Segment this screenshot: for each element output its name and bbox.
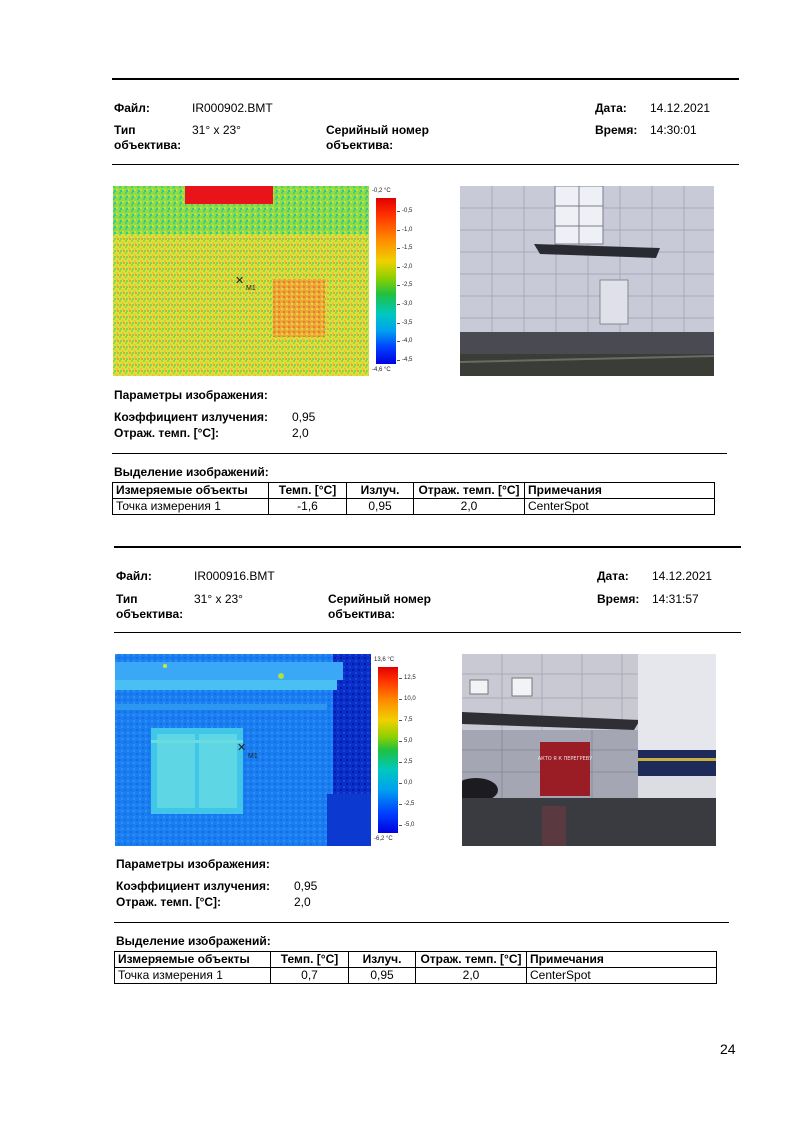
scale-tick: -4,5	[402, 357, 413, 363]
cell-temp: -1,6	[269, 499, 347, 515]
measure-point-label: M1	[248, 753, 258, 760]
cell-object: Точка измерения 1	[115, 968, 271, 984]
serial-label: Серийный номер объектива:	[328, 592, 431, 621]
time-label: Время:	[597, 592, 640, 606]
image-params-heading: Параметры изображения:	[114, 388, 268, 402]
image-params-heading: Параметры изображения:	[116, 857, 270, 871]
time-value: 14:30:01	[650, 123, 697, 137]
date-label: Дата:	[595, 101, 627, 115]
table-header-row	[115, 952, 717, 968]
col-header-temp: Темп. [°C]	[269, 483, 347, 499]
scale-tick: 0,0	[404, 780, 413, 786]
scale-tick: 5,0	[404, 738, 413, 744]
emissivity-value: 0,95	[294, 879, 318, 893]
col-header-refl-temp: Отраж. темп. [°C]	[416, 952, 527, 968]
scale-tick: 12,5	[404, 675, 416, 681]
scale-tick: -1,0	[402, 227, 413, 233]
emissivity-value: 0,95	[292, 410, 316, 424]
col-header-temp: Темп. [°C]	[271, 952, 349, 968]
refl-temp-value: 2,0	[292, 426, 309, 440]
cell-object: Точка измерения 1	[113, 499, 269, 515]
scale-tick-mark	[397, 267, 400, 268]
col-header-notes: Примечания	[527, 952, 717, 968]
lens-value: 31° x 23°	[192, 123, 241, 137]
date-label: Дата:	[597, 569, 629, 583]
selection-heading: Выделение изображений:	[114, 465, 269, 479]
scale-tick-mark	[397, 360, 400, 361]
scale-tick: -3,5	[402, 320, 413, 326]
cell-emissivity: 0,95	[349, 968, 416, 984]
file-label: Файл:	[114, 101, 150, 115]
scale-tick-mark	[397, 323, 400, 324]
emissivity-label: Коэффициент излучения:	[116, 879, 270, 893]
table-row	[113, 499, 715, 515]
lens-type-label: Тип объектива:	[116, 592, 184, 621]
scale-tick: -4,0	[402, 338, 413, 344]
cell-notes: CenterSpot	[525, 499, 715, 515]
scale-tick-mark	[397, 285, 400, 286]
scale-min-label: -4,6 °C	[372, 367, 391, 373]
scale-tick: -2,0	[402, 264, 413, 270]
scale-tick-mark	[397, 248, 400, 249]
scale-tick-mark	[397, 341, 400, 342]
scale-tick: 7,5	[404, 717, 413, 723]
scale-max-label: -0,2 °C	[372, 188, 391, 194]
col-header-emissivity: Излуч.	[347, 483, 414, 499]
measure-point-marker: ✕	[235, 275, 245, 287]
measurement-table	[114, 951, 717, 984]
scale-tick-mark	[397, 304, 400, 305]
scale-tick-mark	[399, 720, 402, 721]
serial-label: Серийный номер объектива:	[326, 123, 429, 152]
file-label: Файл:	[116, 569, 152, 583]
refl-temp-value: 2,0	[294, 895, 311, 909]
scale-tick-mark	[399, 825, 402, 826]
record-1-top-rule	[112, 78, 739, 80]
date-value: 14.12.2021	[650, 101, 711, 115]
record-2-top-rule	[114, 546, 741, 548]
scale-tick-mark	[399, 804, 402, 805]
cell-temp: 0,7	[271, 968, 349, 984]
file-name: IR000916.BMT	[194, 569, 275, 583]
visual-photo	[460, 186, 714, 376]
scale-tick: -2,5	[402, 282, 413, 288]
scale-min-label: -6,2 °C	[374, 836, 393, 842]
table-row	[115, 968, 717, 984]
scale-tick-mark	[399, 762, 402, 763]
cell-notes: CenterSpot	[527, 968, 717, 984]
scale-tick-mark	[397, 211, 400, 212]
emissivity-label: Коэффициент излучения:	[114, 410, 268, 424]
measure-point-label: M1	[246, 285, 256, 292]
measure-point-marker: ✕	[237, 742, 247, 754]
scale-max-label: 13,6 °C	[374, 657, 395, 663]
scale-tick-mark	[397, 230, 400, 231]
scale-gradient-bar	[378, 667, 398, 833]
scale-tick-mark	[399, 741, 402, 742]
date-value: 14.12.2021	[652, 569, 713, 583]
scale-tick: -5,0	[404, 822, 415, 828]
col-header-object: Измеряемые объекты	[115, 952, 271, 968]
scale-tick: -3,0	[402, 301, 413, 307]
time-value: 14:31:57	[652, 592, 699, 606]
header-divider	[112, 164, 739, 165]
lens-type-label: Тип объектива:	[114, 123, 182, 152]
cell-emissivity: 0,95	[347, 499, 414, 515]
photo-sign-text: АКТО Я К ПЕРЕГРЕВУ	[537, 756, 593, 762]
scale-tick-mark	[399, 678, 402, 679]
scale-tick: 2,5	[404, 759, 413, 765]
params-divider	[114, 922, 729, 923]
visual-photo-graphic	[462, 654, 716, 846]
scale-gradient-bar	[376, 198, 396, 364]
scale-tick: 10,0	[404, 696, 416, 702]
file-name: IR000902.BMT	[192, 101, 273, 115]
scale-tick-mark	[399, 783, 402, 784]
scale-tick: -1,5	[402, 245, 413, 251]
header-divider	[114, 632, 741, 633]
col-header-notes: Примечания	[525, 483, 715, 499]
lens-value: 31° x 23°	[194, 592, 243, 606]
col-header-emissivity: Излуч.	[349, 952, 416, 968]
table-header-row	[113, 483, 715, 499]
refl-temp-label: Отраж. темп. [°C]:	[114, 426, 220, 440]
scale-tick: -0,5	[402, 208, 413, 214]
visual-photo	[462, 654, 716, 846]
visual-photo-graphic	[460, 186, 714, 376]
cell-refl-temp: 2,0	[414, 499, 525, 515]
cell-refl-temp: 2,0	[416, 968, 527, 984]
col-header-object: Измеряемые объекты	[113, 483, 269, 499]
page-number: 24	[720, 1041, 736, 1057]
scale-tick: -2,5	[404, 801, 415, 807]
time-label: Время:	[595, 123, 638, 137]
params-divider	[112, 453, 727, 454]
col-header-refl-temp: Отраж. темп. [°C]	[414, 483, 525, 499]
measurement-table	[112, 482, 715, 515]
refl-temp-label: Отраж. темп. [°C]:	[116, 895, 222, 909]
selection-heading: Выделение изображений:	[116, 934, 271, 948]
scale-tick-mark	[399, 699, 402, 700]
